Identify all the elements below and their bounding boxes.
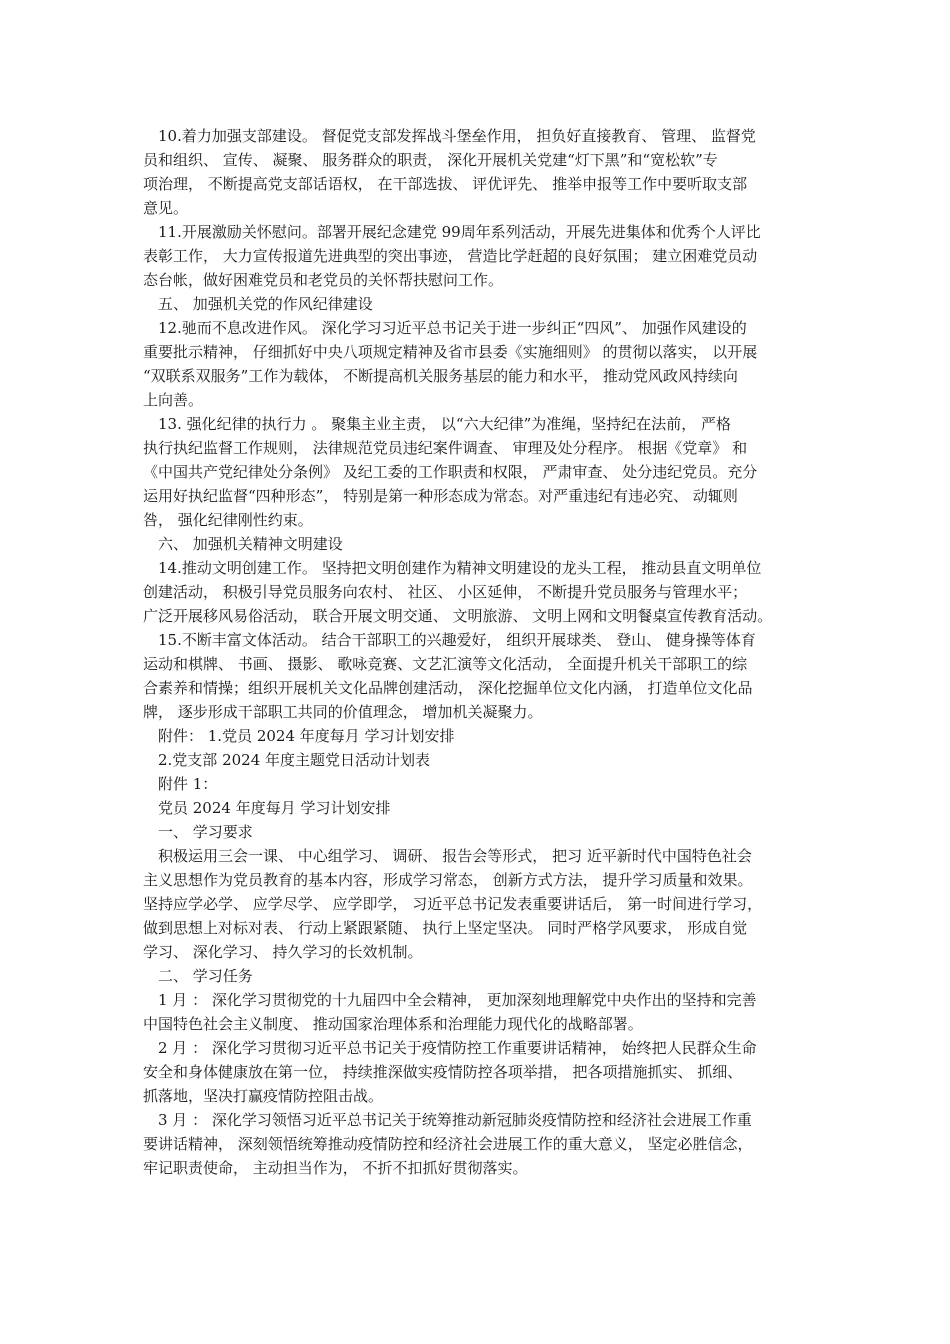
text-line: 中国特色社会主义制度、 推动国家治理体系和治理能力现代化的战略部署。 [143, 1015, 643, 1033]
paragraph [143, 412, 811, 532]
paragraph [143, 772, 811, 796]
text-line: 15.不断丰富文体活动。 结合干部职工的兴趣爱好， 组织开展球类、 登山、 健身操等体育 [143, 631, 756, 649]
paragraph [143, 1036, 811, 1108]
paragraph [143, 820, 811, 844]
text-line: 2.党支部 2024 年度主题党日活动计划表 [143, 751, 431, 769]
paragraph [143, 220, 811, 292]
paragraph [143, 292, 811, 316]
document-body [143, 124, 811, 1180]
text-line: 11.开展激励关怀慰问。部署开展纪念建党 99周年系列活动，开展先进集体和优秀个人评比 [143, 223, 761, 241]
text-line: 牢记职责使命， 主动担当作为， 不折不扣抓好贯彻落实。 [143, 1159, 528, 1177]
text-line: 五、 加强机关党的作风纪律建设 [143, 295, 373, 313]
text-line: 安全和身体健康放在第一位， 持续推深做实疫情防控各项举措， 把各项措施抓实、 抓细、 [143, 1063, 743, 1081]
paragraph [143, 844, 811, 964]
paragraph [143, 964, 811, 988]
text-line: 《中国共产党纪律处分条例》 及纪工委的工作职责和权限， 严肃审查、 处分违纪党员。充分 [143, 463, 758, 481]
text-line: 态台帐，做好困难党员和老党员的关怀帮扶慰问工作。 [143, 271, 504, 289]
text-line: 运动和棋牌、 书画、 摄影、 歌咏竞赛、文艺汇演等文化活动， 全面提升机关干部职工的综 [143, 655, 748, 673]
text-line: 重要批示精神， 仔细抓好中央八项规定精神及省市县委《实施细则》 的贯彻以落实， 以开展 [143, 343, 758, 361]
paragraph [143, 556, 811, 628]
text-line: 要讲话精神， 深刻领悟统筹推动疫情防控和经济社会进展工作的重大意义， 坚定必胜信念， [143, 1135, 753, 1153]
text-line: 上向善。 [143, 391, 204, 409]
text-line: 表彰工作， 大力宣传报道先进典型的突出事迹， 营造比学赶超的良好氛围； 建立困难党员动 [143, 247, 758, 265]
text-line: 咎， 强化纪律刚性约束。 [143, 511, 313, 529]
paragraph [143, 796, 811, 820]
paragraph [143, 124, 811, 220]
text-line: 2 月 ： 深化学习贯彻习近平总书记关于疫情防控工作重要讲话精神， 始终把人民群众生命 [143, 1039, 757, 1057]
text-line: 13. 强化纪律的执行力 。 聚集主业主责， 以“六大纪律”为准绳，坚持纪在法前， 严格 [143, 415, 732, 433]
text-line: 合素养和情操；组织开展机关文化品牌创建活动， 深化挖掘单位文化内涵， 打造单位文化品 [143, 679, 753, 697]
text-line: 二、 学习任务 [143, 967, 253, 985]
text-line: 牌， 逐步形成干部职工共同的价值理念， 增加机关凝聚力。 [143, 703, 543, 721]
text-line: 员和组织、 宣传、 凝聚、 服务群众的职责， 深化开展机关党建“灯下黑”和“宽松软”专 [143, 151, 718, 169]
text-line: 12.驰而不息改进作风。 深化学习习近平总书记关于进一步纠正“四风”、 加强作风建设的 [143, 319, 747, 337]
text-line: 附件： 1.党员 2024 年度每月 学习计划安排 [143, 727, 455, 745]
text-line: 积极运用三会一课、 中心组学习、 调研、 报告会等形式， 把习 近平新时代中国特色社会 [143, 847, 752, 865]
text-line: 创建活动， 积极引导党员服务向农村、 社区、 小区延伸， 不断提升党员服务与管理水平； [143, 583, 748, 601]
text-line: 主义思想作为党员教育的基本内容，形成学习常态， 创新方式方法， 提升学习质量和效果。 [143, 871, 753, 889]
text-line: 10.着力加强支部建设。 督促党支部发挥战斗堡垒作用， 担负好直接教育、 管理、 监督党 [143, 127, 756, 145]
text-line: 3 月 ： 深化学习领悟习近平总书记关于统筹推动新冠肺炎疫情防控和经济社会进展工作重 [143, 1111, 752, 1129]
paragraph [143, 1108, 811, 1180]
text-line: 14.推动文明创建工作。 坚持把文明创建作为精神文明建设的龙头工程， 推动县直文明单位 [143, 559, 762, 577]
text-line: “双联系双服务”工作为载体， 不断提高机关服务基层的能力和水平， 推动党风政风持续向 [143, 367, 738, 385]
paragraph [143, 316, 811, 412]
paragraph [143, 748, 811, 772]
text-line: 项治理， 不断提高党支部话语权， 在干部选拔、 评优评先、 推举申报等工作中要听取支部 [143, 175, 748, 193]
text-line: 抓落地，坚决打赢疫情防控阻击战。 [143, 1087, 384, 1105]
text-line: 学习、 深化学习、 持久学习的长效机制。 [143, 943, 423, 961]
text-line: 执行执纪监督工作规则， 法律规范党员违纪案件调查、 审理及处分程序。 根据《党章》 和 [143, 439, 748, 457]
text-line: 做到思想上对标对表、 行动上紧跟紧随、 执行上坚定坚决。 同时严格学风要求， 形成自觉 [143, 919, 748, 937]
text-line: 附件 1： [143, 775, 218, 793]
text-line: 广泛开展移风易俗活动， 联合开展文明交通、 文明旅游、 文明上网和文明餐桌宣传教育活动。 [143, 607, 773, 625]
text-line: 意见。 [143, 199, 189, 217]
text-line: 一、 学习要求 [143, 823, 253, 841]
text-line: 六、 加强机关精神文明建设 [143, 535, 343, 553]
text-line: 运用好执纪监督“四种形态”， 特别是第一种形态成为常态。对严重违纪有违必究、 动辄则 [143, 487, 738, 505]
paragraph [143, 628, 811, 724]
text-line: 1 月 ： 深化学习贯彻党的十九届四中全会精神， 更加深刻地理解党中央作出的坚持和完善 [143, 991, 757, 1009]
text-line: 坚持应学必学、 应学尽学、 应学即学， 习近平总书记发表重要讲话后， 第一时间进行学习， [143, 895, 763, 913]
paragraph [143, 988, 811, 1036]
paragraph [143, 532, 811, 556]
paragraph [143, 724, 811, 748]
text-line: 党员 2024 年度每月 学习计划安排 [143, 799, 391, 817]
